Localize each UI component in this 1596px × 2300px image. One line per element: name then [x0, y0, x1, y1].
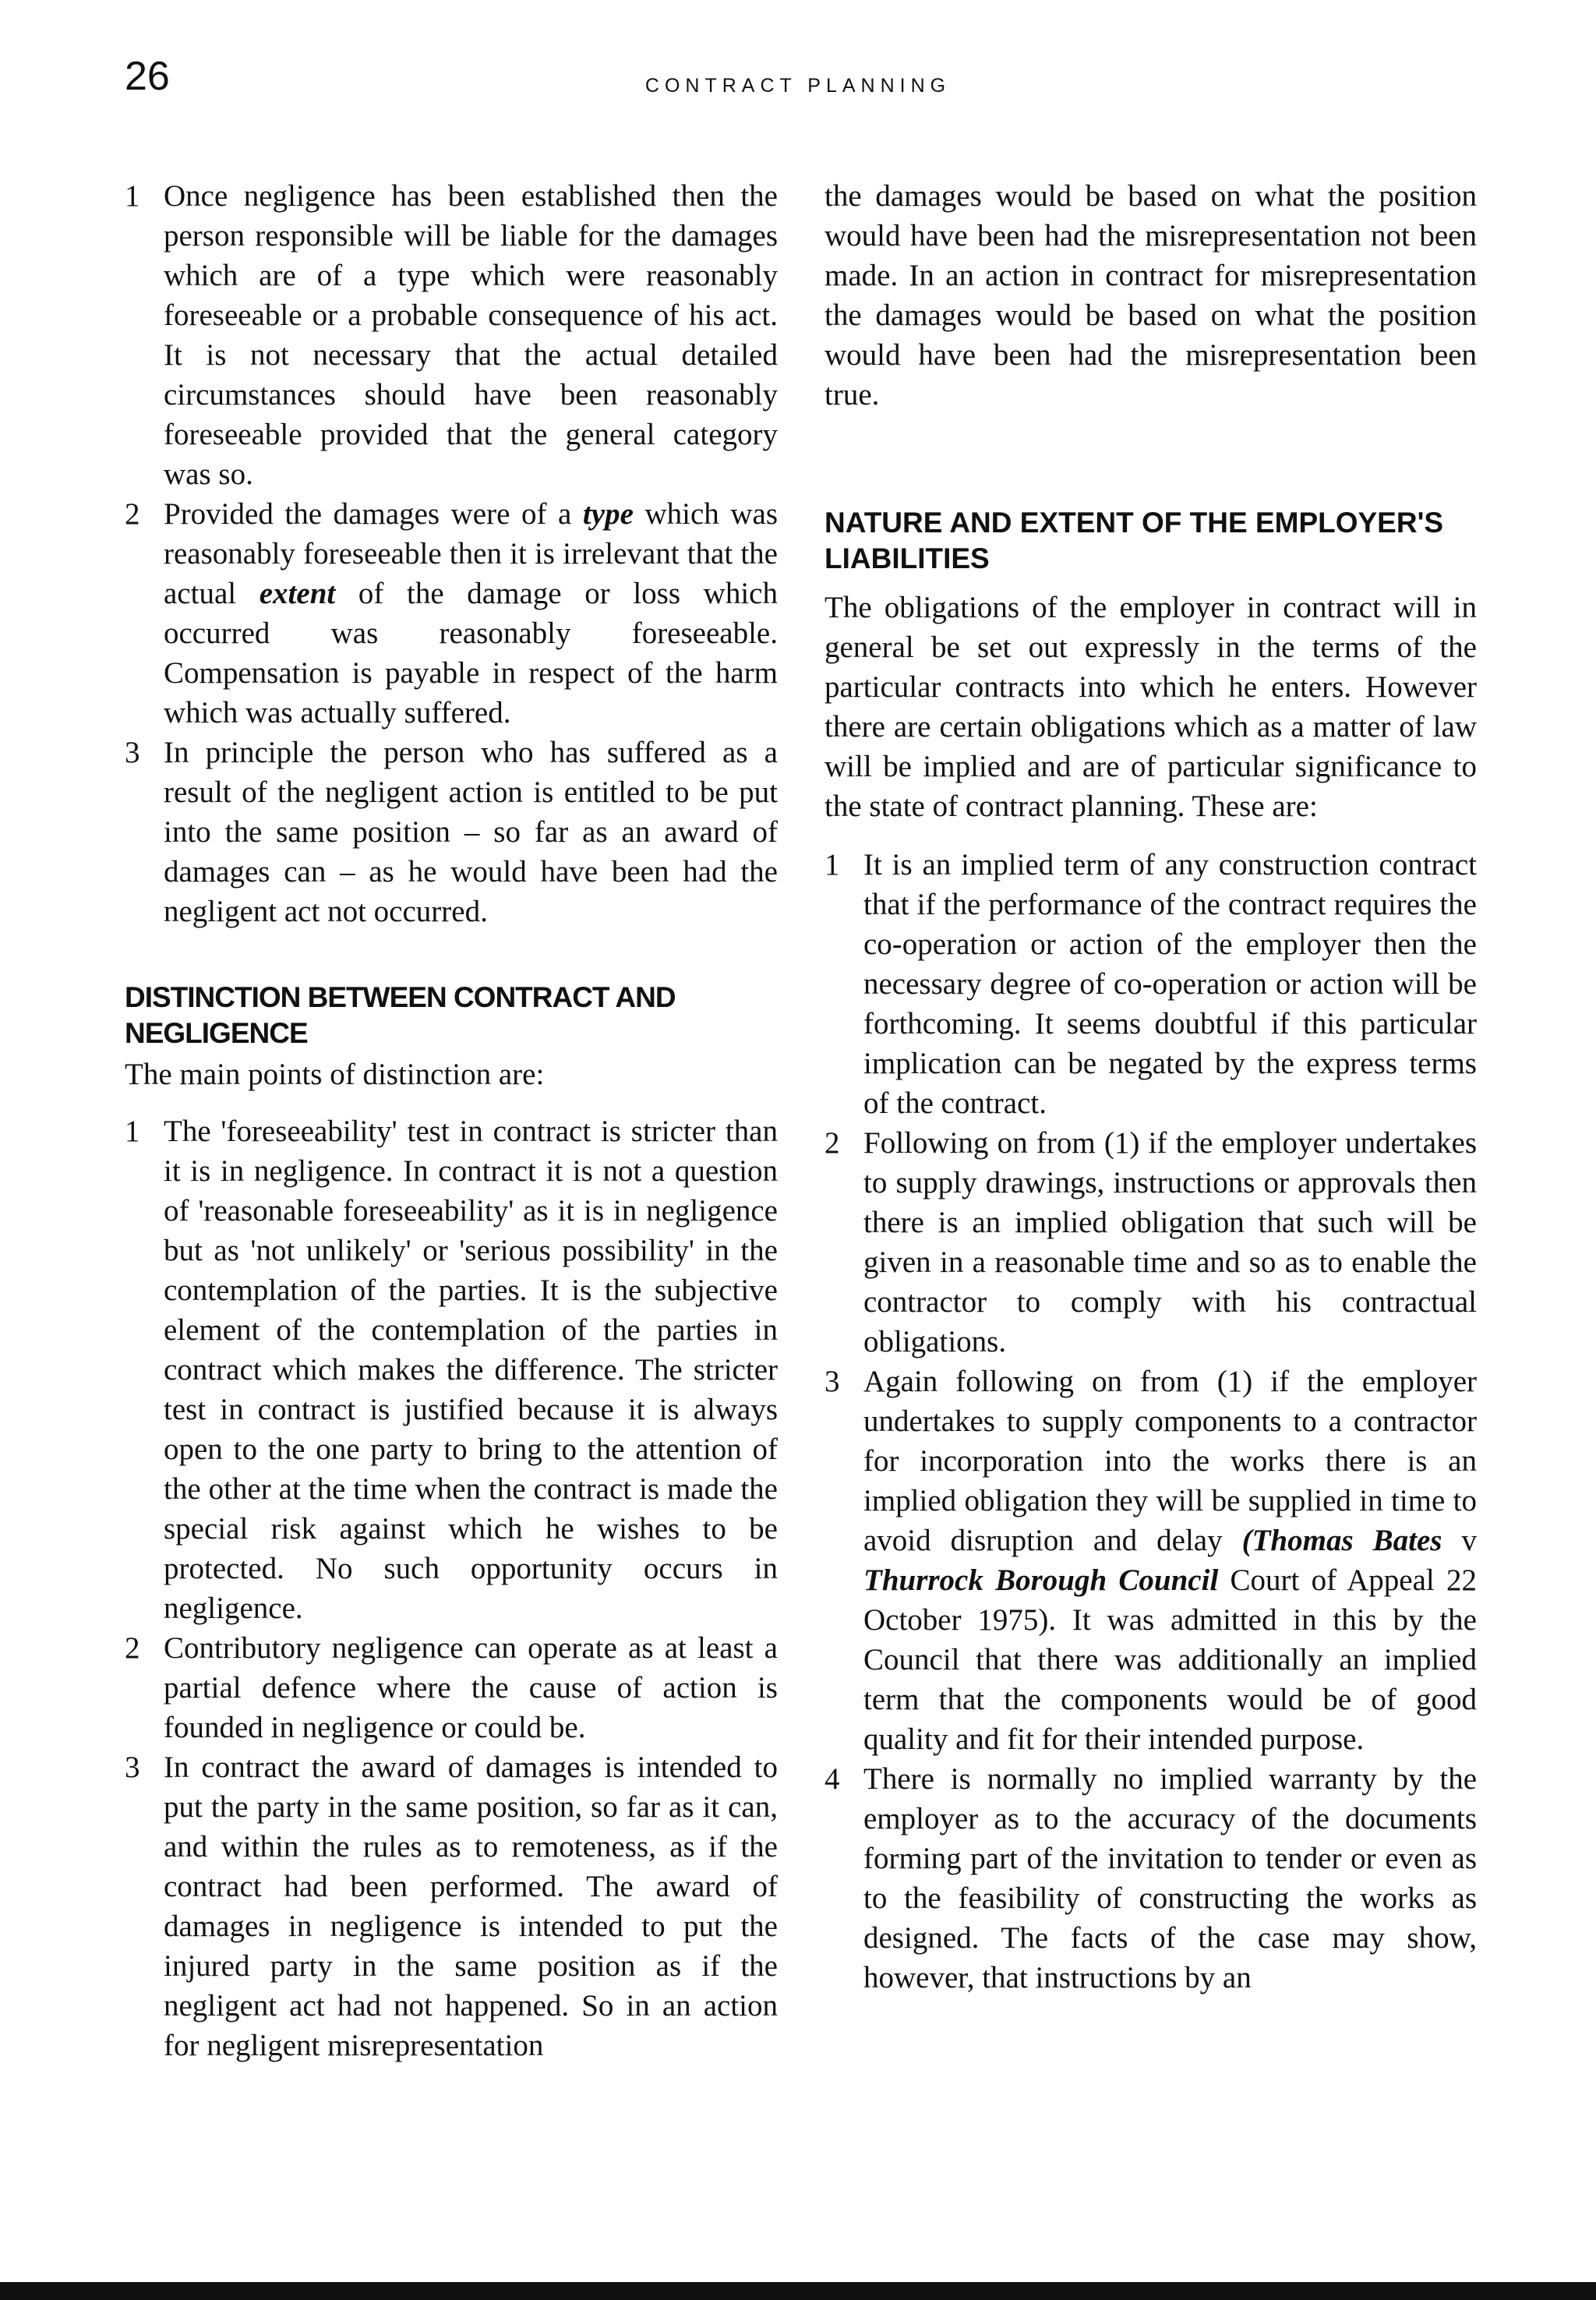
right-column	[824, 176, 1477, 1998]
list-item: 3 In principle the person who has suffered as a result of the negligent action is entitled to be put into the same position – so far as an award of damages can – as he would have been had the negligent act not occurred.	[125, 736, 778, 928]
list-item-text: The 'foreseeability' test in contract is stricter than it is in negligence. In contract it is not a question of 'reasonable foreseeability' as it is in negligence but as 'not unlikely' or 'serious possibility' in the contemplation of the parties. It is the subjective element of the contemplation of the parties in contract which makes the difference. The stricter test in contract is justified because it is always open to the one party to bring to the attention of the other at the time when the contract is made the special risk against which he wishes to be protected. No such opportunity occurs in negligence.	[164, 1115, 778, 1625]
list-item: 3 Again following on from (1) if the employer undertakes to supply components to a contractor for incorporation into the works there is an implied obligation they will be supplied in time to avoid disruption and delay (Thomas Bates v Thurrock Borough Council Court of Appeal 22 October 1975). It was admitted in this by the Council that there was additionally an implied term that the components would be of good quality and fit for their intended purpose.	[824, 1365, 1477, 1756]
left-column	[125, 176, 778, 2065]
case-citation-party: (Thomas Bates	[1241, 1524, 1442, 1557]
list-item: 1 Once negligence has been established then the person responsible will be liable for the damages which are of a type which were reasonably foreseeable or a probable consequence of his act. It is not necessary that the actual detailed circumstances should have been reasonably foreseeable provided that the general category was so.	[125, 179, 778, 491]
list-item: 1 It is an implied term of any construction contract that if the performance of the contract requires the co-operation or action of the employer then the necessary degree of co-operation or action will be forthcoming. It seems doubtful if this particular implication can be negated by the express terms of the contract.	[824, 848, 1477, 1120]
continuation-paragraph: the damages would be based on what the position would have been had the misrepresentation not been made. In an action in contract for misrepresentation the damages would be based on what the position would have been had the misrepresentation been true.	[824, 179, 1477, 412]
emphasis-extent: extent	[259, 577, 336, 610]
list-item-text: Once negligence has been established then the person responsible will be liable for the damages which are of a type which were reasonably foreseeable or a probable consequence of his act. It is not necessary that the actual detailed circumstances should have been reasonably foreseeable provided that the general category was so.	[164, 179, 778, 491]
list-item: 2 Provided the damages were of a type which was reasonably foreseeable then it is irrelevant that the actual extent of the damage or loss which occurred was reasonably foreseeable. Compensation is payable in respect of the harm which was actually suffered.	[125, 497, 778, 730]
list-item: 2 Contributory negligence can operate as at least a partial defence where the cause of action is founded in negligence or could be.	[125, 1631, 778, 1744]
list-item-text: In principle the person who has suffered as a result of the negligent action is entitled to be put into the same position – so far as an award of damages can – as he would have been had the negligent act not occurred.	[164, 736, 778, 928]
running-head: CONTRACT PLANNING	[644, 75, 952, 97]
distinction-list	[125, 1111, 778, 2065]
case-citation-party: Thurrock Borough Council	[863, 1563, 1219, 1597]
list-item: 2 Following on from (1) if the employer undertakes to supply drawings, instructions or approvals then there is an implied obligation that such will be given in a reasonable time and so as to enable the contractor to comply with his contractual obligations.	[824, 1126, 1477, 1358]
page-bottom-border	[0, 2282, 1596, 2300]
section-heading: DISTINCTION BETWEEN CONTRACT AND NEGLIGENCE	[125, 981, 676, 1049]
list-item-text: In contract the award of damages is intended to put the party in the same position, so far as it can, and within the rules as to remoteness, as if the contract had been performed. The award of damages in negligence is intended to put the injured party in the same position as if the negligent act had not happened. So in an action for negligent misrepresentation	[164, 1751, 778, 2062]
page-number: 26	[125, 54, 170, 99]
list-item-text: It is an implied term of any construction contract that if the performance of the contract requires the co-operation or action of the employer then the necessary degree of co-operation or action will be forthcoming. It seems doubtful if this particular implication can be negated by the express terms of the contract.	[863, 848, 1477, 1120]
list-item-text: Contributory negligence can operate as at least a partial defence where the cause of action is founded in negligence or could be.	[164, 1631, 778, 1744]
list-item-text: There is normally no implied warranty by the employer as to the accuracy of the documents forming part of the invitation to tender or even as to the feasibility of constructing the works as designed. The facts of the case may show, however, that instructions by an	[863, 1762, 1477, 1994]
section-intro: The obligations of the employer in contract will in general be set out expressly in the terms of the particular contracts into which he enters. However there are certain obligations which as a matter of law will be implied and are of particular significance to the state of contract planning. These are:	[824, 591, 1477, 823]
list-item: 3 In contract the award of damages is intended to put the party in the same position, so far as it can, and within the rules as to remoteness, as if the contract had been performed. The award of damages in negligence is intended to put the injured party in the same position as if the negligent act had not happened. So in an action for negligent misrepresentation	[125, 1751, 778, 2062]
list-item: 4 There is normally no implied warranty by the employer as to the accuracy of the documents forming part of the invitation to tender or even as to the feasibility of constructing the works as designed. The facts of the case may show, however, that instructions by an	[824, 1762, 1477, 1994]
list-item: 1 The 'foreseeability' test in contract is stricter than it is in negligence. In contract it is not a question of 'reasonable foreseeability' as it is in negligence but as 'not unlikely' or 'serious possibility' in the contemplation of the parties. It is the subjective element of the contemplation of the parties in contract which makes the difference. The stricter test in contract is justified because it is always open to the one party to bring to the attention of the other at the time when the contract is made the special risk against which he wishes to be protected. No such opportunity occurs in negligence.	[125, 1115, 778, 1625]
list-item-text: Following on from (1) if the employer undertakes to supply drawings, instructions or approvals then there is an implied obligation that such will be given in a reasonable time and so as to enable the contractor to comply with his contractual obligations.	[863, 1126, 1477, 1358]
emphasis-type: type	[582, 497, 634, 531]
section-intro: The main points of distinction are:	[125, 1058, 545, 1091]
negligence-principles-list	[125, 176, 778, 931]
employer-obligations-list	[824, 845, 1477, 1998]
section-heading: NATURE AND EXTENT OF THE EMPLOYER'S LIABILITIES	[824, 507, 1444, 574]
